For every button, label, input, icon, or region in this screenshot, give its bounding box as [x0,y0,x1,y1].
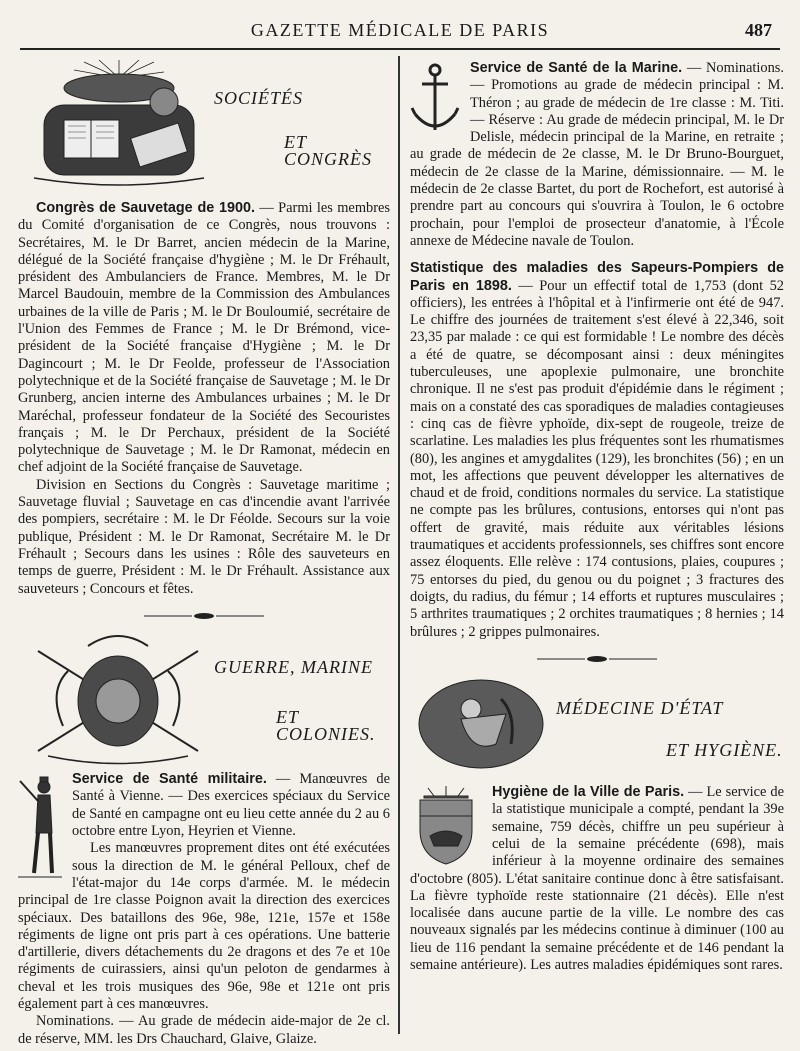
paris-coat-of-arms-icon [410,786,482,866]
column-divider [398,56,400,1034]
guerre-title: GUERRE, MARINE [214,657,373,678]
statistique-paragraph [410,260,784,641]
congres-paragraph [18,200,390,477]
journal-title: GAZETTE MÉDICALE DE PARIS [250,20,550,40]
militaire-heading: Service de Santé militaire. [72,771,267,788]
hygiene-heading: Hygiène de la Ville de Paris. [492,784,685,801]
ornament-divider [18,608,390,625]
medecine-section-head [410,674,784,784]
societes-subtitle: ET CONGRÈS [284,132,372,170]
page-header [20,14,780,44]
military-trophy-icon [28,631,208,766]
militaire-paragraph-2: Les manœuvres proprement dites ont été exécutées sous la direction de M. le général Pelloux, chef de l'état-major du 14e corps d'armée. M. le médecin principal de 1re classe Poignon avait la direction des exercices spéciaux. Des bataillons des 96e, 98e, 121e, 157e et 158e régiments de ligne ont pris part à ces opérations. Une batterie d'artillerie, divers détachements du 2e dragons et des 7e et 10e régiments de cuirassiers, ainsi qu'un peloton de gendarmes à cheval et les trois musiques des 96e, 98e et 121e ont pris également part à ces manœuvres. [18,840,390,1012]
anchor-icon [410,62,460,138]
congres-heading: Congrès de Sauvetage de 1900. [36,200,256,216]
hygiene-text: — Le service de la statistique municipale a compté, pendant la 39e semaine, 759 décès, chiffre un peu supérieur à celui de la semaine précédente (698), mais inférieur à la moyenne ordinaire des semaines d'octobre (805). L'état sanitaire continue donc à être satisfaisant. La fièvre typhoïde reste stationnaire (21 décès). Elle n'est localisée dans aucune partie de la ville. Le nombre des cas nouveaux signalés par les médecins continue à diminuer (100 au lieu de 116 pendant la semaine précédente et de 146 pendant la semaine antérieure). Les autres maladies épidémiques sont rares. [410,784,784,974]
societes-title: SOCIÉTÉS [214,88,303,108]
societes-section-head [18,60,390,200]
soldier-figure-icon [18,773,62,883]
statistique-heading: Statistique des maladies des Sapeurs-Pompiers de Paris en 1898. [410,260,784,294]
guerre-section-head [18,631,390,771]
statistique-text: — Pour un effectif total de 1,753 (dont 52 officiers), les entrées à l'hôpital et à l'infirmerie ont été de 947. Le chiffre des journées de traitement s'est élevé à 22,346, soit 23,35 par malade : ce qui est formidable ! Le nombre des décès a été de quatre, se décomposant ainsi : deux méningites tuberculeuses, une apoplexie pulmonaire, une bronchite chronique. Il ne s'est pas produit d'épidémie dans le régiment ; mais on a constaté des cas sporadiques de maladies contagieuses : cinq cas de fièvre yphoïde, dix-sept de rougeole, treize de scarlatine. Les maladies les plus fréquentes sont les rhumatismes (80), les angines et amygdalites (129), les bronchites (56) ; en un mot, les affections que peuvent développer les alternatives de chaud et de froid, conditions normales du service. La statistique ne compte pas les brûlures, contusions, entorses qui n'ont pas offert de gravité, mais réduite aux véritables lésions traumatiques et accidents professionnels, ses chiffres sont encore assez éloquents. Elle relève : 174 contusions, plaies, coupures ; 75 entorses du pied, du genou ou du poignet ; 3 fractures des doigts, du radius, du fémur ; 14 efforts et ruptures musculaires ; 5 arthrites traumatiques ; 2 orchites traumatiques ; 8 hernies ; 14 brûlures ; 2 grippes pulmonaires. [410,277,784,640]
medecine-title: MÉDECINE D'ÉTAT [556,698,724,719]
guerre-subtitle: ET COLONIES. [276,707,376,745]
marine-text: — Nominations. — Promotions au grade de médecin principal : M. Théron ; au grade de médecin de 1re classe : M. Titi. — Réserve : Au grade de médecin principal, M. le Dr Delisle, médecin principal de la Marine, en retraite ; au grade de médecin de 2e classe, M. le Dr Bruno-Bourguet, médecin de 2e classe de la Marine, démissionnaire. — M. le médecin de 2e classe Bartet, du port de Rochefort, est autorisé à prendre part au concours qui s'ouvrira à Toulon, le 6 octobre prochain, pour l'emploi de prosecteur d'anatomie, à l'École annexe de Médecine navale de Toulon. [410,60,784,249]
militaire-text: — Manœuvres de Santé à Vienne. — Des exercices spéciaux du Service de Santé en campagne ont eu lieu cette année du 2 au 6 octobre entre Lyon, Heyrien et Vienne. [72,771,390,840]
header-rule [20,48,780,50]
marine-paragraph [410,60,784,250]
militaire-paragraph [18,771,390,840]
ornament-divider-right [410,651,784,668]
congres-text: — Parmi les membres du Comité d'organisation de ce Congrès, nous trouvons : Secrétaires, M. le Dr Barret, ancien médecin de la Marine, délégué de la Société française d'hygiène ; M. le Dr Fréhault, président des Ambulanciers de France. Membres, M. le Dr Marcel Baudouin, membre de la Commission des Ambulances urbaines de la ville de Paris ; M. le Dr Bouloumié, secrétaire de l'Union des Femmes de France ; M. le Dr Brémond, vice-président de la Société française d'Hygiène ; M. le Dr Dagincourt ; M. le Dr Feolde, professeur de l'Association polytechnique et de la Société française de Sauvetage ; M. le Dr Grunberg, ancien interne des Ambulances urbaines ; M. le Dr Maréchal, professeur fondateur de la Société des Secouristes français ; M. le Dr Perchaux, président de la Société polytechnique de Sauvetage ; M. le Dr Ramonat, médecin en chef adjoint de la Société française de Sauvetage. [18,200,390,476]
ornament-divider-icon [537,655,657,663]
ornament-divider-icon [144,612,264,620]
books-vignette-icon [24,60,214,188]
left-column [18,60,390,1048]
medecine-subtitle: ET HYGIÈNE. [666,740,783,761]
right-column [410,60,784,974]
page-number: 487 [745,20,772,40]
allegorical-figure-icon [416,674,546,774]
congres-division: Division en Sections du Congrès : Sauvetage maritime ; Sauvetage fluvial ; Sauvetage en cas d'incendie avant l'arrivée des pompiers, secrétaire : M. le Dr Féolde. Secours sur la voie publique, Président : M. le Dr Ramonat, Secrétaire M. le Dr Fréhault ; Secours dans les usines : Rôle des sauveteurs en temps de guerre, Président : M. le Dr Fréhault. Assistance aux sauveteurs ; Concours et fêtes. [18,476,390,597]
marine-heading: Service de Santé de la Marine. [470,60,683,76]
militaire-nominations: Nominations. — Au grade de médecin aide-major de 2e cl. de réserve, MM. les Drs Chauchard, Glaive, Glaize. [18,1013,390,1047]
